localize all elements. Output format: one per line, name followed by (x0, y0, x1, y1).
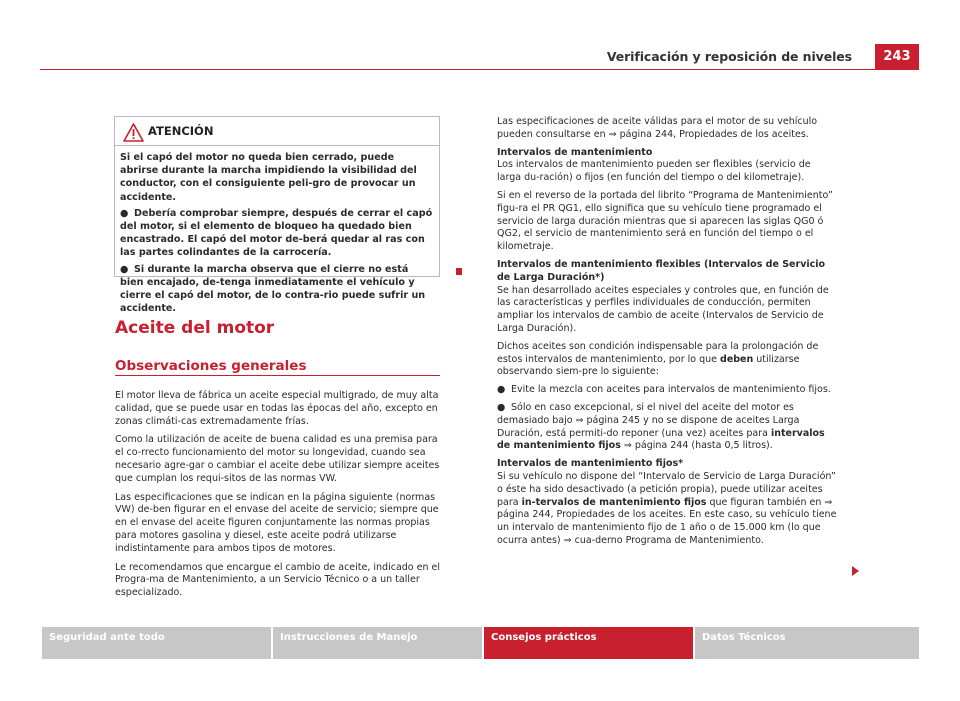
right-column (497, 116, 837, 553)
end-of-warning-square-icon (456, 268, 462, 275)
paragraph: Las especificaciones que se indican en la página siguiente (normas VW) de-ben figurar en el envase del aceite de servicio; siempre que en el envase del aceite figuren conjuntamente las normas propias para motores gasolina y diesel, este aceite podrá utilizarse indistintamente para ambos tipos de motores. (115, 491, 439, 554)
paragraph: Si su vehículo no dispone del “Intervalo de Servicio de Larga Duración” o éste ha sido desactivado (a petición propia), puede utilizar aceites para in-tervalos de mantenimiento fijos que figuran también en ⇒ página 244, Propiedades de los aceites. En este caso, su vehículo tiene un intervalo de mantenimiento fijo de 1 año o de 15.000 km (lo que ocurra antes) ⇒ cua-derno Programa de Mantenimiento. (497, 470, 837, 546)
bullet-icon: ● (497, 401, 506, 413)
heading-flexible-intervals: Intervalos de mantenimiento flexibles (Intervalos de Servicio de Larga Duración*) (497, 258, 826, 283)
warning-intro: Si el capó del motor no queda bien cerrado, puede abrirse durante la marcha impidiendo la visibilidad del conductor, con el consiguiente peli-gro de provocar un accidente. (120, 152, 417, 203)
footer-tab-seguridad[interactable]: Seguridad ante todo (42, 627, 271, 659)
footer-tab-instrucciones[interactable]: Instrucciones de Manejo (273, 627, 482, 659)
subsection-title: Observaciones generales (115, 358, 307, 374)
paragraph: Si en el reverso de la portada del librito “Programa de Mantenimiento” figu-ra el PR QG1, ello significa que su vehículo tiene programado el servicio de larga duración mientras que si aparecen las siglas QG0 ó QG2, el servicio de mantenimiento será en función del tiempo o el kilometraje. (497, 189, 833, 253)
paragraph: El motor lleva de fábrica un aceite especial multigrado, de muy alta calidad, que se puede usar en todas las épocas del año, excepto en zonas climáti-cas extremadamente frías. (115, 390, 439, 427)
footer-nav (42, 627, 919, 659)
footer-tab-datos[interactable]: Datos Técnicos (695, 627, 919, 659)
bullet-icon: ● (120, 263, 129, 275)
header-rule (40, 69, 919, 70)
paragraph: Le recomendamos que encargue el cambio de aceite, indicado en el Progra-ma de Mantenimiento, a un Servicio Técnico o a un taller especializado. (115, 561, 440, 599)
paragraph: Los intervalos de mantenimiento pueden ser flexibles (servicio de larga du-ración) o fijos (en función del tiempo o del kilometraje). (497, 159, 811, 184)
paragraph: Se han desarrollado aceites especiales y controles que, en función de las características y perfiles individuales de conducción, permiten ampliar los intervalos de cambio de aceite (Intervalos de Servicio de Larga Duración). (497, 284, 829, 334)
warning-header (115, 117, 439, 146)
heading-intervals: Intervalos de mantenimiento (497, 146, 653, 158)
subsection-rule (115, 375, 440, 376)
running-header-title: Verificación y reposición de niveles (606, 49, 852, 64)
page-number: 243 (875, 44, 919, 70)
warning-body (120, 151, 435, 318)
warning-title: ATENCIÓN (148, 124, 214, 138)
left-column (115, 390, 445, 606)
bullet-item: ● Evite la mezcla con aceites para intervalos de mantenimiento fijos. (497, 384, 831, 396)
paragraph: Dichos aceites son condición indispensable para la prolongación de estos intervalos de mantenimiento, por lo que deben utilizarse observando siem-pre lo siguiente: (497, 340, 819, 378)
bullet-icon: ● (497, 384, 506, 396)
warning-box (114, 116, 440, 315)
section-title: Aceite del motor (115, 318, 275, 338)
footer-tab-consejos[interactable]: Consejos prácticos (484, 627, 693, 659)
paragraph: Como la utilización de aceite de buena calidad es una premisa para el co-rrecto funcionamiento del motor su longevidad, cuando sea necesario agre-gar o cambiar el aceite debe utilizar siempre aceites que cumplan los requi-sitos de las normas VW. (115, 434, 440, 484)
bullet-item: ● Sólo en caso excepcional, si el nivel del aceite del motor es demasiado bajo ⇒ página 245 y no se dispone de aceites Larga Duración, está permiti-do reponer (una vez) aceites para intervalos de mantenimiento fijos ⇒ página 244 (hasta 0,5 litros). (497, 401, 825, 452)
warning-triangle-icon (123, 123, 144, 142)
warning-bullet: ● Si durante la marcha observa que el cierre no está bien encajado, de-tenga inmediatamente el vehículo y cierre el capó del motor, de lo contra-rio puede sufrir un accidente. (120, 263, 426, 315)
bullet-icon: ● (120, 207, 129, 219)
continue-arrow-icon (852, 566, 859, 576)
paragraph: Las especificaciones de aceite válidas para el motor de su vehículo pueden consultarse en ⇒ página 244, Propiedades de los aceites. (497, 116, 818, 140)
warning-bullet: ● Debería comprobar siempre, después de cerrar el capó del motor, si el elemento de bloqueo ha quedado bien encastrado. El capó del motor de-berá quedar al ras con las partes colindantes de la carrocería. (120, 207, 433, 259)
heading-fixed-intervals: Intervalos de mantenimiento fijos* (497, 458, 684, 470)
